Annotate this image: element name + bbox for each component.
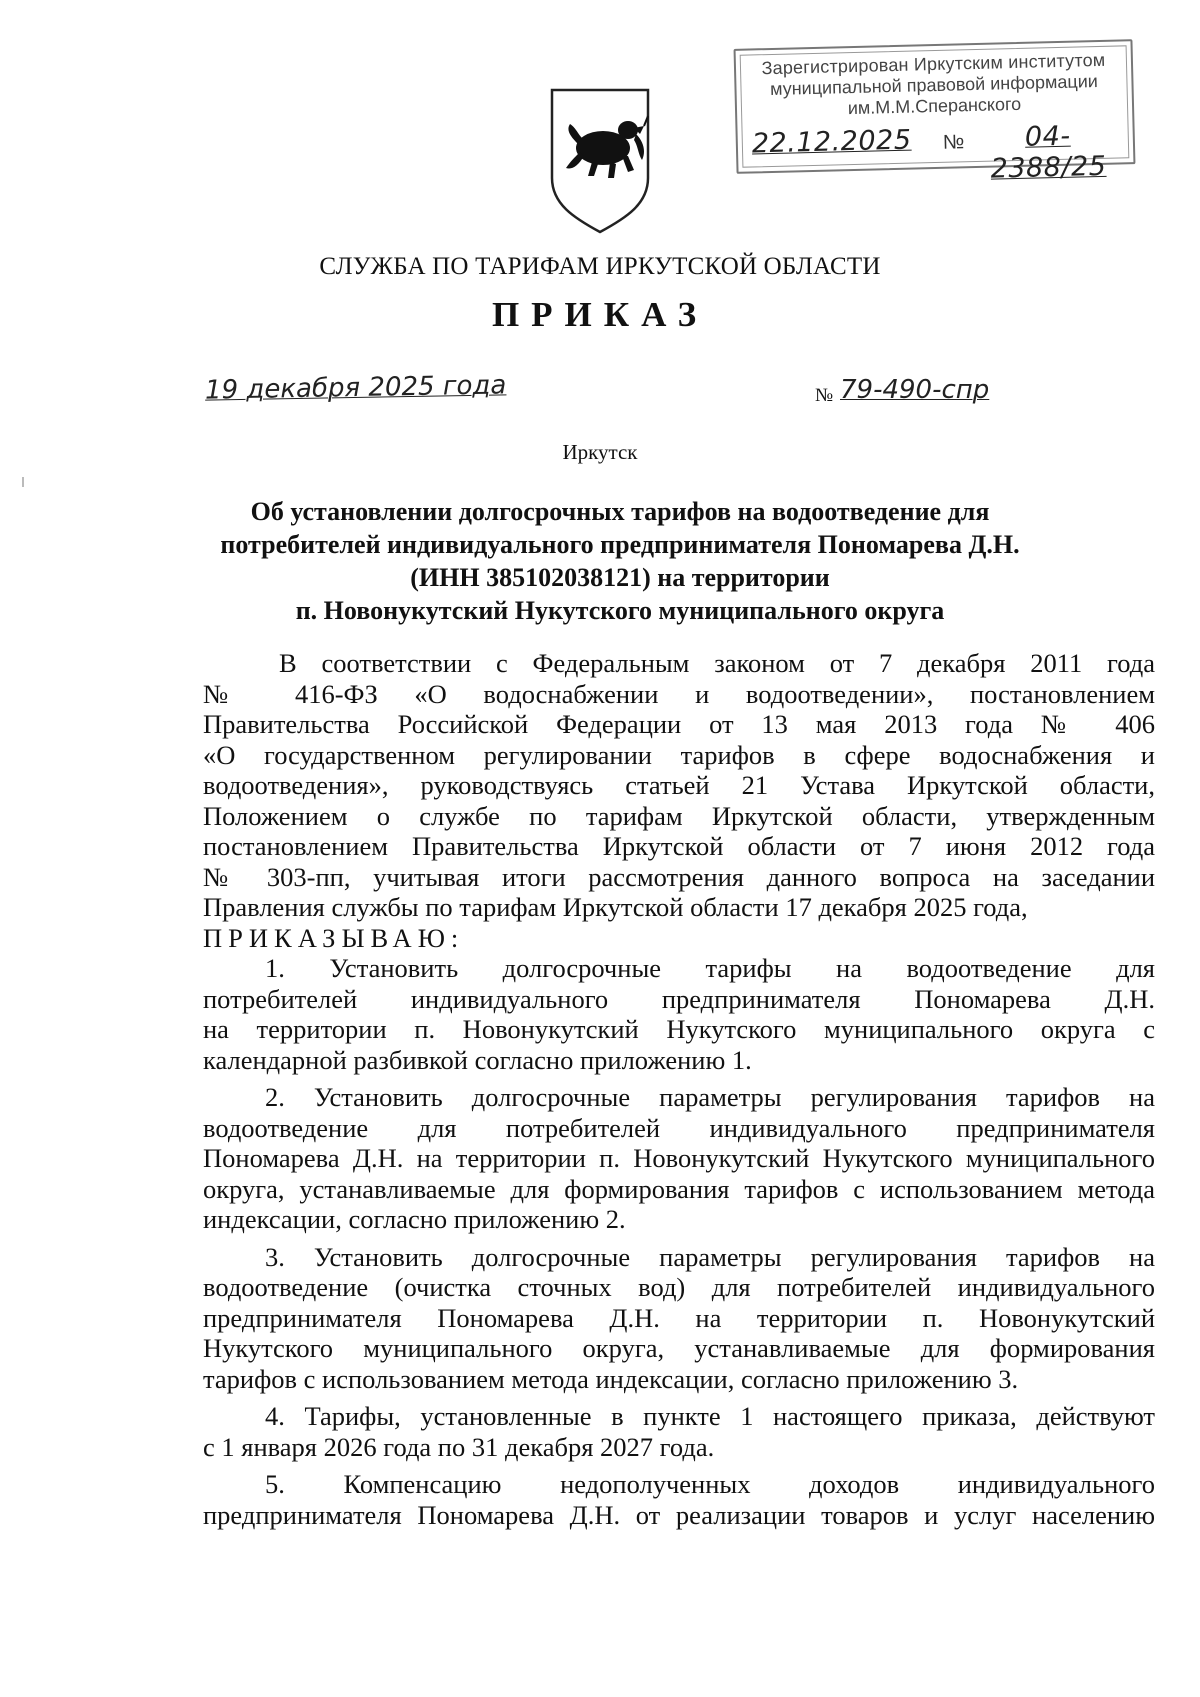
subject-line: (ИНН 385102038121) на территории [410, 563, 830, 592]
registration-stamp [734, 39, 1136, 185]
subject-line: потребителей индивидуального предпринимателя Пономарева Д.Н. [220, 530, 1020, 559]
order-number: 79-490-спр [840, 375, 990, 405]
preamble-line: постановлением Правительства Иркутской области от 7 июня 2012 года [203, 831, 1155, 861]
item-2-line: округа, устанавливаемые для формирования тарифов с использованием метода [203, 1173, 1155, 1204]
item-4-line: с 1 января 2026 года по 31 декабря 2027 года. [203, 1431, 715, 1462]
stamp-number-sign: № [942, 131, 965, 154]
document-title: ПРИКАЗ [491, 295, 709, 334]
item-2-line: 2. Установить долгосрочные параметры регулирования тарифов на [265, 1082, 1155, 1112]
item-1-line: на территории п. Новонукутский Нукутского муниципального округа с [203, 1014, 1155, 1044]
stamp-registration-number: 04-2388/25 [990, 120, 1107, 185]
stamp-registration-date: 22.12.2025 [751, 124, 912, 160]
item-1-line: 1. Установить долгосрочные тарифы на водоотведение для [265, 953, 1155, 983]
item-1-line: потребителей индивидуального предпринимателя Пономарева Д.Н. [203, 983, 1155, 1014]
stamp-line-3: им.М.М.Сперанского [847, 93, 1022, 119]
preamble-line: Правительства Российской Федерации от 13 мая 2013 года № 406 [203, 709, 1155, 739]
preamble-line: № 303-пп, учитывая итоги рассмотрения данного вопроса на заседании [203, 861, 1155, 892]
item-5-line: 5. Компенсацию недополученных доходов индивидуального [265, 1469, 1155, 1499]
order-body [203, 648, 1155, 1530]
subject-line: п. Новонукутский Нукутского муниципального округа [295, 596, 945, 625]
agency-name: СЛУЖБА ПО ТАРИФАМ ИРКУТСКОЙ ОБЛАСТИ [319, 253, 881, 280]
item-3-line: Нукутского муниципального округа, устанавливаемые для формирования [203, 1333, 1155, 1363]
order-number-sign: № [815, 385, 834, 406]
preamble-line: водоотведения», руководствуясь статьей 21 Устава Иркутской области, [203, 770, 1155, 800]
stamp-line-2: муниципальной правовой информации [769, 71, 1099, 100]
scan-mark [22, 477, 24, 487]
item-4-line: 4. Тарифы, установленные в пункте 1 настоящего приказа, действуют [265, 1401, 1155, 1431]
preamble-line: «О государственном регулировании тарифов в сфере водоснабжения и [203, 739, 1155, 770]
item-2-line: водоотведение для потребителей индивидуального предпринимателя [203, 1112, 1155, 1143]
preamble-line: Положением о службе по тарифам Иркутской области, утвержденным [203, 800, 1155, 831]
order-subject [200, 495, 1040, 627]
stamp-line-1: Зарегистрирован Иркутским институтом [761, 49, 1106, 79]
preamble-line: № 416-ФЗ «О водоснабжении и водоотведении», постановлением [203, 678, 1155, 709]
subject-line: Об установлении долгосрочных тарифов на водоотведение для [250, 497, 990, 526]
item-1-line: календарной разбивкой согласно приложению 1. [203, 1044, 752, 1075]
item-2-line: индексации, согласно приложению 2. [203, 1204, 626, 1234]
item-3-line: предпринимателя Пономарева Д.Н. на территории п. Новонукутский [203, 1302, 1155, 1333]
coat-of-arms-icon [548, 86, 652, 236]
item-5-line: предпринимателя Пономарева Д.Н. от реализации товаров и услуг населению [203, 1499, 1155, 1530]
item-3-line: тарифов с использованием метода индексации, согласно приложению 3. [203, 1363, 1019, 1394]
item-2-line: Пономарева Д.Н. на территории п. Новонукутский Нукутского муниципального [203, 1143, 1155, 1173]
preamble-line: Правления службы по тарифам Иркутской области 17 декабря 2025 года, [203, 892, 1028, 922]
item-3-line: водоотведение (очистка сточных вод) для потребителей индивидуального [203, 1272, 1155, 1302]
city: Иркутск [562, 440, 638, 464]
item-3-line: 3. Установить долгосрочные параметры регулирования тарифов на [265, 1241, 1155, 1272]
preamble-line: В соответствии с Федеральным законом от 7 декабря 2011 года [279, 648, 1155, 678]
order-date: 19 декабря 2025 года [204, 370, 507, 406]
order-word: ПРИКАЗЫВАЮ: [203, 922, 465, 953]
